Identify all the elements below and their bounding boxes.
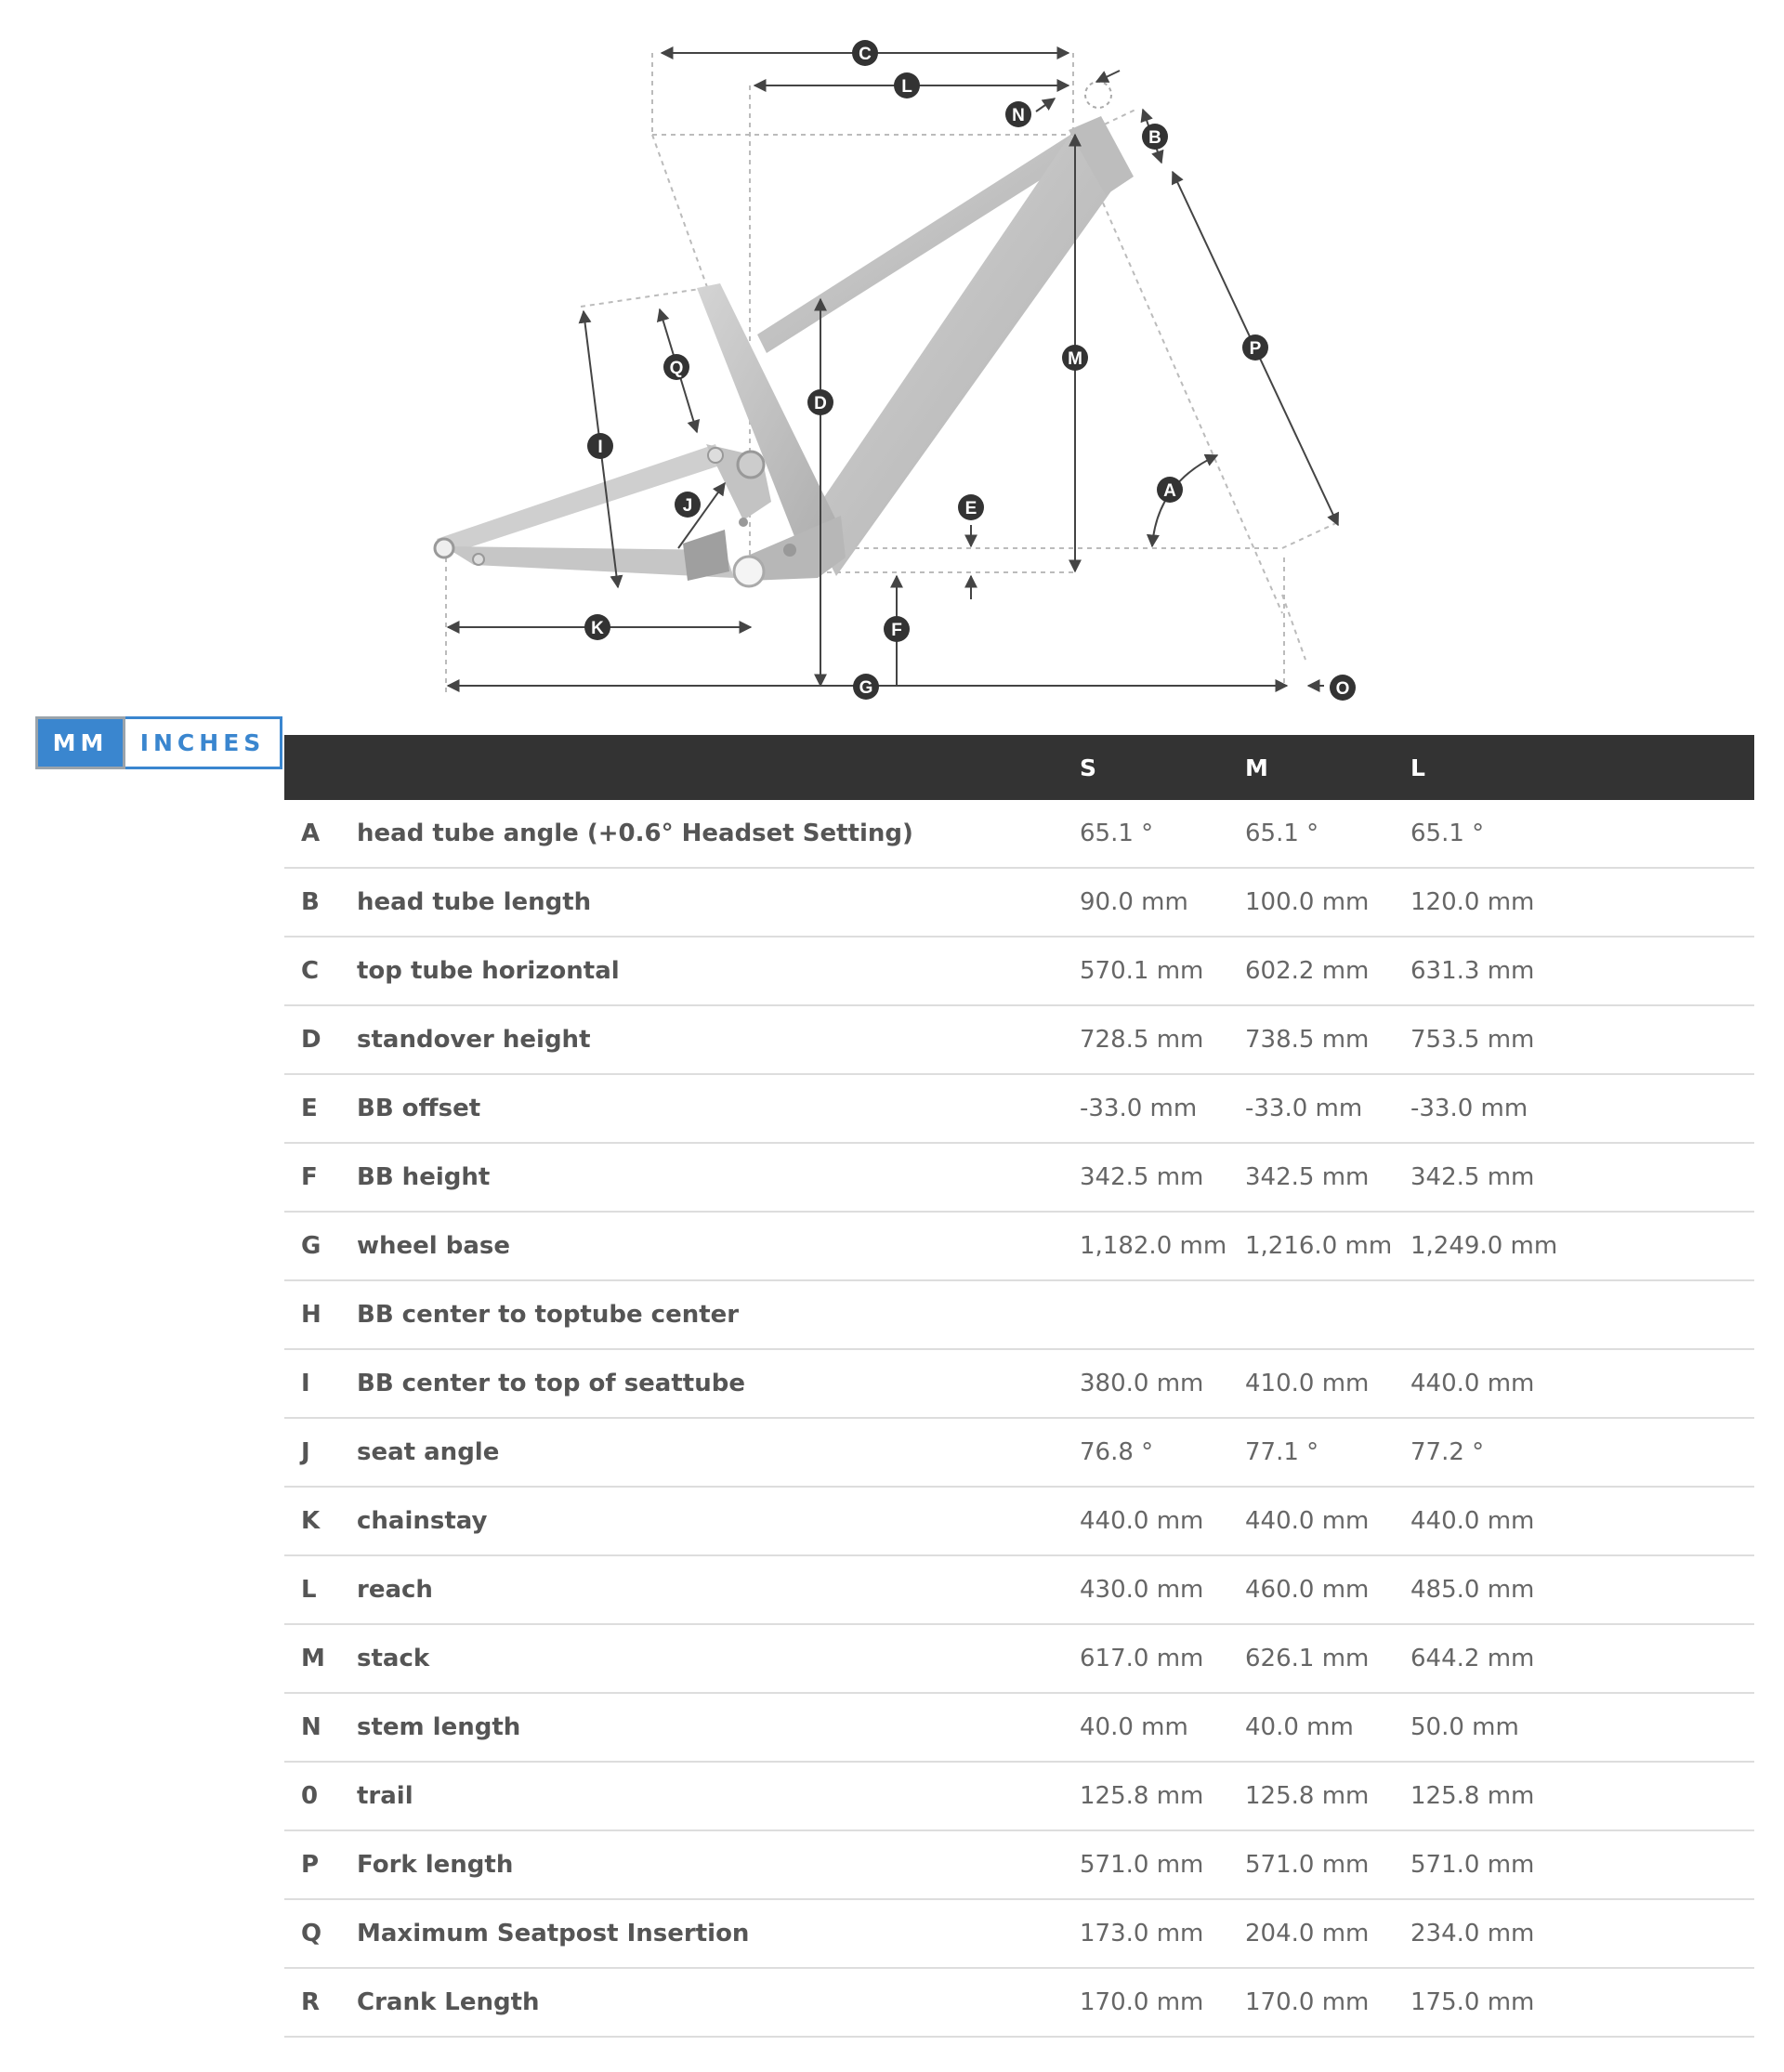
row-value-m: 602.2 mm bbox=[1245, 937, 1410, 1005]
row-letter: C bbox=[284, 937, 357, 1005]
row-letter: E bbox=[284, 1074, 357, 1143]
row-measurement-name: stack bbox=[357, 1624, 1080, 1693]
row-measurement-name: seat angle bbox=[357, 1418, 1080, 1487]
table-row bbox=[284, 1487, 1754, 1555]
table-row bbox=[284, 1762, 1754, 1830]
row-value-s: 90.0 mm bbox=[1080, 868, 1245, 937]
row-value-l: 125.8 mm bbox=[1410, 1762, 1754, 1830]
row-measurement-name: Maximum Seatpost Insertion bbox=[357, 1899, 1080, 1968]
marker-m bbox=[1062, 345, 1088, 371]
row-value-m: 571.0 mm bbox=[1245, 1830, 1410, 1899]
row-value-m: 100.0 mm bbox=[1245, 868, 1410, 937]
table-row bbox=[284, 1555, 1754, 1624]
row-measurement-name: Fork length bbox=[357, 1830, 1080, 1899]
row-value-m: 77.1 ° bbox=[1245, 1418, 1410, 1487]
marker-a bbox=[1157, 477, 1183, 503]
marker-e bbox=[958, 494, 984, 520]
svg-text:K: K bbox=[591, 619, 604, 638]
row-value-m: 125.8 mm bbox=[1245, 1762, 1410, 1830]
row-value-l: 175.0 mm bbox=[1410, 1968, 1754, 2037]
svg-text:J: J bbox=[682, 496, 693, 516]
row-value-l: 440.0 mm bbox=[1410, 1487, 1754, 1555]
svg-text:F: F bbox=[891, 621, 902, 640]
header-size-s: S bbox=[1080, 754, 1097, 781]
row-letter: D bbox=[284, 1005, 357, 1074]
table-row bbox=[284, 1005, 1754, 1074]
row-value-m: -33.0 mm bbox=[1245, 1074, 1410, 1143]
marker-g bbox=[853, 674, 879, 700]
row-value-l: 485.0 mm bbox=[1410, 1555, 1754, 1624]
svg-text:O: O bbox=[1335, 679, 1350, 699]
row-letter: G bbox=[284, 1212, 357, 1280]
table-row bbox=[284, 1212, 1754, 1280]
table-row bbox=[284, 1143, 1754, 1212]
row-measurement-name: reach bbox=[357, 1555, 1080, 1624]
row-value-s: 380.0 mm bbox=[1080, 1349, 1245, 1418]
row-value-l: 571.0 mm bbox=[1410, 1830, 1754, 1899]
svg-text:N: N bbox=[1012, 106, 1025, 125]
row-value-l: 342.5 mm bbox=[1410, 1143, 1754, 1212]
row-letter: A bbox=[284, 800, 357, 868]
row-value-l: 440.0 mm bbox=[1410, 1349, 1754, 1418]
row-value-s: 76.8 ° bbox=[1080, 1418, 1245, 1487]
svg-text:C: C bbox=[859, 45, 872, 64]
row-value-s: 125.8 mm bbox=[1080, 1762, 1245, 1830]
table-row bbox=[284, 1280, 1754, 1349]
marker-l bbox=[894, 72, 920, 98]
unit-mm-button[interactable]: MM bbox=[35, 716, 125, 769]
row-value-s: 173.0 mm bbox=[1080, 1899, 1245, 1968]
svg-text:G: G bbox=[859, 678, 873, 698]
marker-f bbox=[884, 616, 910, 642]
row-value-m: 40.0 mm bbox=[1245, 1693, 1410, 1762]
header-size-m: M bbox=[1245, 754, 1268, 781]
construction-lines bbox=[446, 53, 1336, 692]
marker-j bbox=[675, 492, 701, 518]
row-measurement-name: wheel base bbox=[357, 1212, 1080, 1280]
table-row bbox=[284, 1899, 1754, 1968]
table-row bbox=[284, 1830, 1754, 1899]
row-value-l: 65.1 ° bbox=[1410, 800, 1754, 868]
row-measurement-name: stem length bbox=[357, 1693, 1080, 1762]
row-letter: I bbox=[284, 1349, 357, 1418]
row-value-s: 728.5 mm bbox=[1080, 1005, 1245, 1074]
header-letter bbox=[284, 735, 357, 800]
bike-geometry-diagram bbox=[0, 0, 1784, 725]
svg-text:I: I bbox=[597, 438, 603, 457]
row-value-m bbox=[1245, 1280, 1410, 1349]
marker-n bbox=[1005, 101, 1031, 127]
table-row bbox=[284, 868, 1754, 937]
row-value-s: 1,182.0 mm bbox=[1080, 1212, 1245, 1280]
table-row bbox=[284, 1968, 1754, 2037]
header-size-l: L bbox=[1410, 754, 1425, 781]
table-row bbox=[284, 1624, 1754, 1693]
row-measurement-name: Crank Length bbox=[357, 1968, 1080, 2037]
row-letter: J bbox=[284, 1418, 357, 1487]
row-letter: M bbox=[284, 1624, 357, 1693]
row-value-s: 170.0 mm bbox=[1080, 1968, 1245, 2037]
row-value-l: 234.0 mm bbox=[1410, 1899, 1754, 1968]
row-value-s: 342.5 mm bbox=[1080, 1143, 1245, 1212]
table-header-row bbox=[284, 735, 1754, 800]
bike-frame bbox=[435, 82, 1134, 586]
row-letter: P bbox=[284, 1830, 357, 1899]
row-value-m: 738.5 mm bbox=[1245, 1005, 1410, 1074]
marker-p bbox=[1242, 334, 1268, 361]
row-measurement-name: head tube length bbox=[357, 868, 1080, 937]
row-value-l: 50.0 mm bbox=[1410, 1693, 1754, 1762]
row-value-m: 626.1 mm bbox=[1245, 1624, 1410, 1693]
row-letter: F bbox=[284, 1143, 357, 1212]
svg-text:Q: Q bbox=[669, 359, 684, 378]
table-row bbox=[284, 937, 1754, 1005]
row-value-l: 1,249.0 mm bbox=[1410, 1212, 1754, 1280]
dimension-arrows bbox=[448, 53, 1338, 686]
row-letter: B bbox=[284, 868, 357, 937]
table-row bbox=[284, 1074, 1754, 1143]
row-letter: R bbox=[284, 1968, 357, 2037]
row-value-m: 460.0 mm bbox=[1245, 1555, 1410, 1624]
table-row bbox=[284, 1418, 1754, 1487]
geometry-table-body bbox=[284, 800, 1754, 2037]
row-letter: K bbox=[284, 1487, 357, 1555]
svg-text:A: A bbox=[1163, 481, 1176, 501]
marker-c bbox=[852, 40, 878, 66]
row-value-m: 204.0 mm bbox=[1245, 1899, 1410, 1968]
marker-k bbox=[584, 614, 610, 640]
table-row bbox=[284, 800, 1754, 868]
row-letter: H bbox=[284, 1280, 357, 1349]
row-value-m: 342.5 mm bbox=[1245, 1143, 1410, 1212]
row-measurement-name: BB offset bbox=[357, 1074, 1080, 1143]
row-measurement-name: head tube angle (+0.6° Headset Setting) bbox=[357, 800, 1080, 868]
row-value-m: 440.0 mm bbox=[1245, 1487, 1410, 1555]
row-value-s: 430.0 mm bbox=[1080, 1555, 1245, 1624]
row-value-l: 631.3 mm bbox=[1410, 937, 1754, 1005]
svg-text:D: D bbox=[814, 394, 827, 413]
row-measurement-name: standover height bbox=[357, 1005, 1080, 1074]
svg-text:P: P bbox=[1249, 339, 1262, 359]
row-measurement-name: BB center to top of seattube bbox=[357, 1349, 1080, 1418]
table-row bbox=[284, 1693, 1754, 1762]
row-value-s: 440.0 mm bbox=[1080, 1487, 1245, 1555]
marker-i bbox=[587, 433, 613, 459]
row-value-l bbox=[1410, 1280, 1754, 1349]
row-measurement-name: BB height bbox=[357, 1143, 1080, 1212]
row-value-s bbox=[1080, 1280, 1245, 1349]
geometry-table bbox=[284, 735, 1754, 2038]
row-value-s: 571.0 mm bbox=[1080, 1830, 1245, 1899]
row-value-s: 570.1 mm bbox=[1080, 937, 1245, 1005]
header-name bbox=[357, 735, 1080, 800]
svg-text:M: M bbox=[1068, 349, 1082, 369]
row-letter: Q bbox=[284, 1899, 357, 1968]
row-value-l: -33.0 mm bbox=[1410, 1074, 1754, 1143]
row-measurement-name: BB center to toptube center bbox=[357, 1280, 1080, 1349]
svg-text:B: B bbox=[1148, 128, 1161, 148]
row-measurement-name: chainstay bbox=[357, 1487, 1080, 1555]
svg-text:E: E bbox=[964, 499, 977, 518]
row-value-s: 40.0 mm bbox=[1080, 1693, 1245, 1762]
table-row bbox=[284, 1349, 1754, 1418]
marker-q bbox=[663, 354, 689, 380]
row-letter: L bbox=[284, 1555, 357, 1624]
unit-inches-button[interactable]: INCHES bbox=[125, 716, 282, 769]
marker-o bbox=[1330, 675, 1356, 701]
marker-d bbox=[807, 389, 833, 415]
row-value-m: 65.1 ° bbox=[1245, 800, 1410, 868]
row-letter: N bbox=[284, 1693, 357, 1762]
row-value-l: 77.2 ° bbox=[1410, 1418, 1754, 1487]
row-value-m: 1,216.0 mm bbox=[1245, 1212, 1410, 1280]
marker-b bbox=[1142, 124, 1168, 150]
row-value-s: 617.0 mm bbox=[1080, 1624, 1245, 1693]
row-value-s: 65.1 ° bbox=[1080, 800, 1245, 868]
svg-text:L: L bbox=[901, 77, 912, 97]
row-value-m: 410.0 mm bbox=[1245, 1349, 1410, 1418]
unit-toggle bbox=[35, 716, 282, 769]
row-value-l: 644.2 mm bbox=[1410, 1624, 1754, 1693]
row-value-l: 753.5 mm bbox=[1410, 1005, 1754, 1074]
row-measurement-name: trail bbox=[357, 1762, 1080, 1830]
row-letter: 0 bbox=[284, 1762, 357, 1830]
row-measurement-name: top tube horizontal bbox=[357, 937, 1080, 1005]
row-value-l: 120.0 mm bbox=[1410, 868, 1754, 937]
row-value-m: 170.0 mm bbox=[1245, 1968, 1410, 2037]
row-value-s: -33.0 mm bbox=[1080, 1074, 1245, 1143]
